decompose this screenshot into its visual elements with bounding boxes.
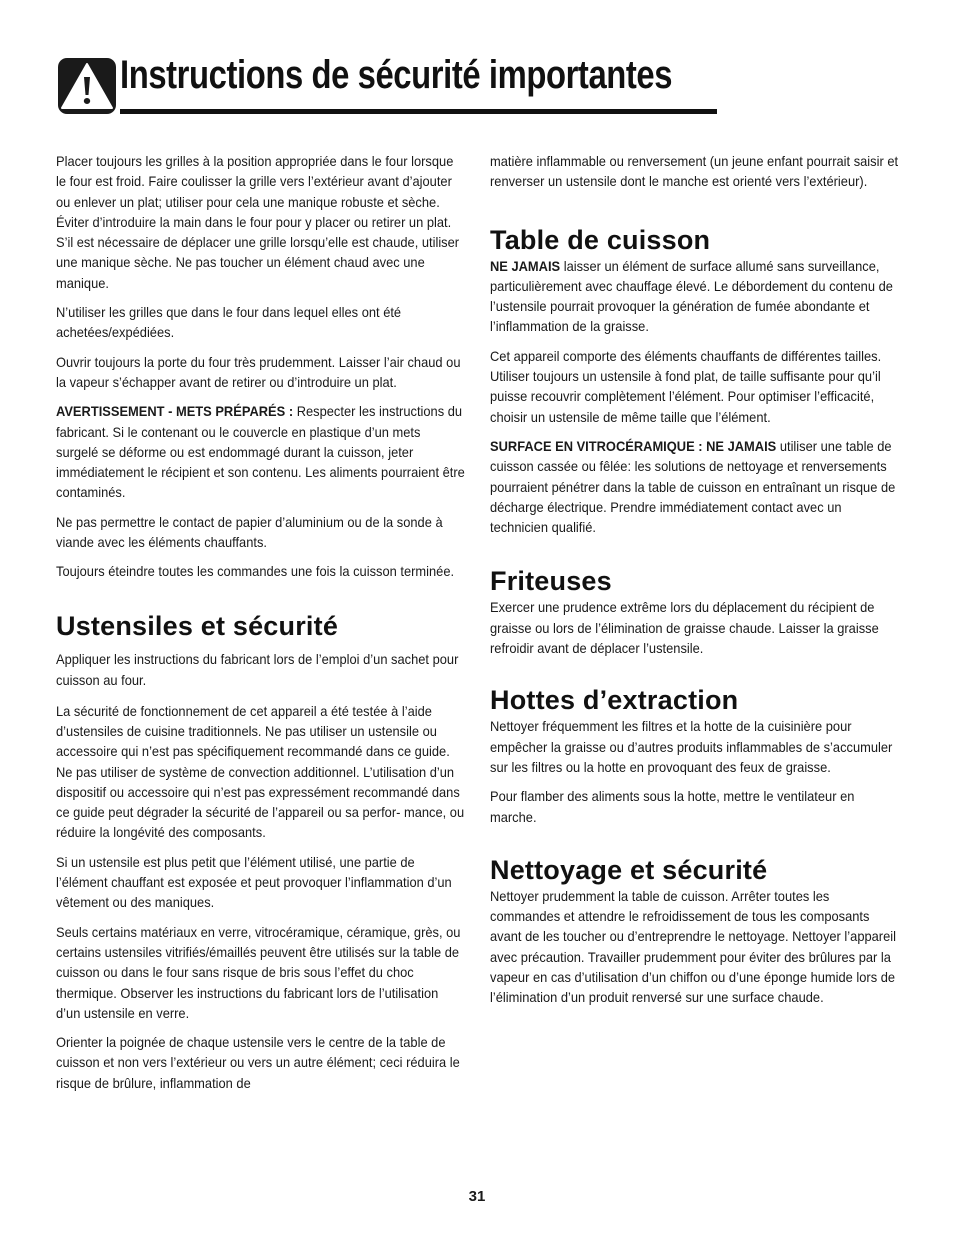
section-heading-hottes: Hottes d’extraction (490, 685, 739, 716)
hottes-paragraph: Nettoyer fréquemment les filtres et la hotte de la cuisinière pour empêcher la graisse ou d’autres produits inflammables de s’accumuler sur les filtres ou la hotte en provoquant des feux de graisse. (490, 718, 893, 775)
page-title: Instructions de sécurité importantes (120, 53, 673, 97)
racks-use-paragraph: N’utiliser les grilles que dans le four dans lequel elles ont été achetées/expédiées. (56, 304, 402, 341)
section-heading-nettoyage: Nettoyage et sécurité (490, 854, 768, 885)
ustensiles-paragraph: La sécurité de fonctionnement de cet appareil a été testée à l’aide d’ustensiles de cuisine traditionnels. Ne pas utiliser un ustensile ou accessoire qui n’est pas spécifiquement recommandé dans ce guide. Ne pas utiliser de système de convection additionnel. L’utilisation d’un dispositif ou accessoire qui n’est pas expressément recommandé dans ce guide peut dégrader la sécurité de l’appareil ou sa perfor- mance, ou réduire la longévité des composants. (56, 702, 465, 841)
never-label: NE JAMAIS (490, 257, 561, 274)
cooktop-text: laisser un élément de surface allumé sans surveillance, particulièrement avec chauffage élevé. Le débordement du contenu de l’ustensile pourrait provoquer la génération de fumée abondante et l’inflammation de la graisse. (490, 257, 893, 335)
oven-door-paragraph: Ouvrir toujours la porte du four très prudemment. Laisser l’air chaud ou la vapeur s’échapper avant de retirer ou d’introduire un plat. (56, 353, 461, 390)
left-column (56, 151, 466, 1102)
cooktop-paragraph: Cet appareil comporte des éléments chauffants de différentes tailles. Utiliser toujours un ustensile à fond plat, de taille suffisante pour qu’il puisse recouvrir complètement l’élément. Pour optimiser l’efficacité, choisir un ustensile de même taille que l’élément. (490, 347, 882, 425)
ustensiles-paragraph: Orienter la poignée de chaque ustensile vers le centre de la table de cuisson et non vers l’extérieur ou vers un autre élément; ceci réduira le risque de brûlure, inflammation de (56, 1034, 460, 1091)
nettoyage-paragraph: Nettoyer prudemment la table de cuisson. Arrêter toutes les commandes et attendre le refroidissement de tous les composants avant de les toucher ou d’entreprendre le nettoyage. Nettoyer l’appareil avec précaution. Travailler prudemment pour éviter des brûlures par la vapeur en cas d’utilisation d’un chiffon ou d’une éponge humide lors de l’élimination d’un produit renversé sur une surface chaude. (490, 887, 896, 1006)
vitroceramic-label: SURFACE EN VITROCÉRAMIQUE : NE JAMAIS (490, 437, 777, 454)
prepared-foods-warning (56, 401, 465, 502)
oven-racks-paragraph: Placer toujours les grilles à la position appropriée dans le four lorsque le four est froid. Faire coulisser la grille vers l’extérieur avant d’ajouter ou enlever un plat; utiliser pour cela une manique robuste et sèche. Éviter d’introduire la main dans le four pour y placer ou retirer un plat. S’il est nécessaire de déplacer une grille lorsqu’elle est chaude, utiliser une manique sèche. Ne pas toucher un élément chaud avec une manique. (56, 153, 460, 291)
warning-label: AVERTISSEMENT - METS PRÉPARÉS : (56, 403, 294, 420)
warning-text: Respecter les instructions du fabricant. Si le contenant ou le couvercle en plastique d’un mets surgelé se déforme ou est endommagé durant la cuisson, jeter immédiatement le récipient et son contenu. Les aliments pourraient être contaminés. (56, 403, 465, 501)
section-heading-table-de-cuisson: Table de cuisson (490, 224, 711, 255)
ustensiles-paragraph: Appliquer les instructions du fabricant lors de l’emploi d’un sachet pour cuisson au four. (56, 650, 459, 689)
title-underline (120, 109, 717, 114)
hottes-paragraph: Pour flamber des aliments sous la hotte, mettre le ventilateur en marche. (490, 788, 855, 825)
page-header (57, 55, 717, 117)
friteuses-paragraph: Exercer une prudence extrême lors du déplacement du récipient de graisse ou lors de l’élimination de graisse chaude. Laisser la graisse refroidir avant de déplacer l’ustensile. (490, 599, 879, 657)
section-heading-friteuses: Friteuses (490, 566, 612, 597)
page-number: 31 (468, 1188, 486, 1205)
controls-off-paragraph: Toujours éteindre toutes les commandes une fois la cuisson terminée. (56, 563, 455, 580)
continued-paragraph: matière inflammable ou renversement (un jeune enfant pourrait saisir et renverser un ustensile dont le manche est orienté vers l’extérieur). (490, 153, 899, 190)
ustensiles-paragraph: Si un ustensile est plus petit que l’élément utilisé, une partie de l’élément chauffant est exposée et peut provoquer l’inflammation d’un vêtement ou des maniques. (56, 853, 452, 911)
right-column (490, 151, 902, 1017)
ustensiles-paragraph: Seuls certains matériaux en verre, vitrocéramique, céramique, grès, ou certains ustensiles vitrifiés/émaillés peuvent être utilisés sur la table de cuisson ou dans le four sans risque de bris sous l’effet du choc thermique. Observer les instructions du fabricant lors de l’utilisation d’un ustensile en verre. (56, 923, 461, 1021)
warning-triangle-icon (57, 57, 117, 115)
cooktop-paragraph (490, 436, 901, 537)
aluminium-paragraph: Ne pas permettre le contact de papier d’aluminium ou de la sonde à viande avec les éléments chauffants. (56, 513, 443, 551)
vitroceramic-text: utiliser une table de cuisson cassée ou fêlée: les solutions de nettoyage et renversements pourraient pénétrer dans la table de cuisson en entraînant un risque de décharge électrique. Prendre immédiatement contact avec un technicien qualifié. (490, 437, 896, 536)
section-heading-ustensiles: Ustensiles et sécurité (56, 610, 339, 641)
cooktop-paragraph (490, 256, 901, 337)
